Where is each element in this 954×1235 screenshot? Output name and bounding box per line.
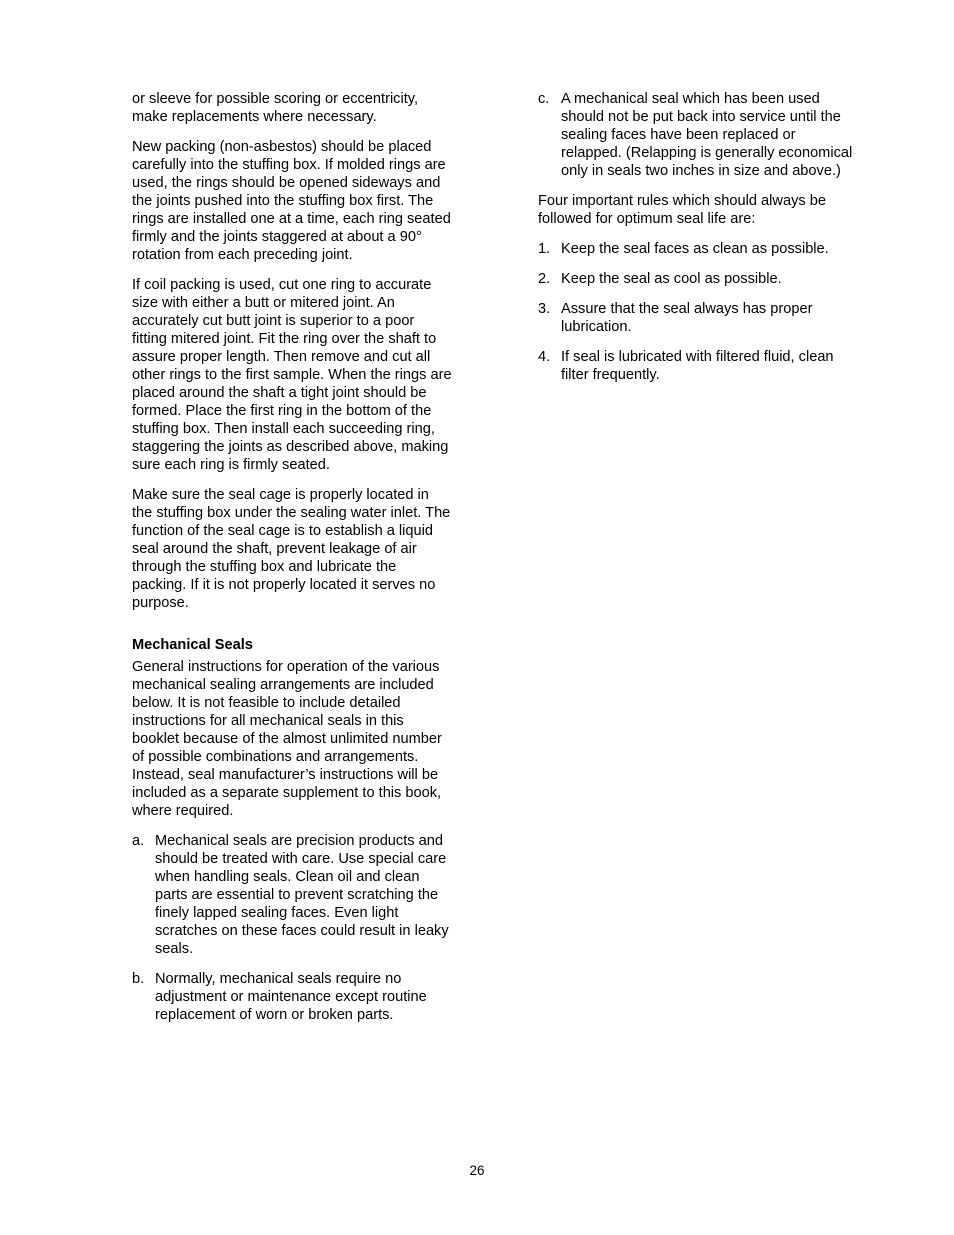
rule-text: If seal is lubricated with filtered fluid, clean filter frequently. [561, 349, 834, 383]
rule-item [538, 240, 858, 258]
list-item-text: Normally, mechanical seals require no adjustment or maintenance except routine replacement of worn or broken parts. [155, 971, 427, 1023]
list-item [538, 90, 858, 180]
list-marker: c. [538, 91, 550, 107]
packing-inspection-paragraph: or sleeve for possible scoring or eccentricity, make replacements where necessary. [132, 91, 419, 125]
seal-cage-paragraph: Make sure the seal cage is properly located in the stuffing box under the sealing water inlet. The function of the seal cage is to establish a liquid seal around the shaft, prevent leakage of air through the stuffing box and lubricate the packing. If it is not properly located it serves no purpose. [132, 487, 451, 611]
rule-text: Assure that the seal always has proper lubrication. [561, 301, 813, 335]
rule-text: Keep the seal as cool as possible. [561, 271, 782, 287]
list-item-text: Mechanical seals are precision products and should be treated with care. Use special care when handling seals. Clean oil and clean parts are essential to prevent scratching the finely lapped sealing faces. Even light scratches on these faces could result in leaky seals. [155, 833, 449, 957]
right-column [538, 90, 858, 396]
list-marker: a. [132, 833, 145, 849]
mechanical-seals-list-continued [538, 90, 858, 180]
left-column [132, 90, 452, 1036]
rule-number: 3. [538, 301, 551, 317]
rule-number: 4. [538, 349, 551, 365]
new-packing-paragraph: New packing (non-asbestos) should be placed carefully into the stuffing box. If molded rings are used, the rings should be opened sideways and the joints pushed into the stuffing box first. The rings are installed one at a time, each ring seated firmly and the joints staggered at about a 90° rotation from each preceding joint. [132, 139, 451, 263]
page-number: 26 [469, 1163, 485, 1178]
seal-rules-list [538, 240, 858, 384]
rule-text: Keep the seal faces as clean as possible. [561, 241, 829, 257]
rule-item [538, 300, 858, 336]
rule-item [538, 348, 858, 384]
list-item [132, 970, 452, 1024]
rule-number: 2. [538, 271, 551, 287]
mechanical-seals-heading: Mechanical Seals [132, 637, 253, 653]
list-item-text: A mechanical seal which has been used should not be put back into service until the sealing faces have been replaced or relapped. (Relapping is generally economical only in seals two inches in size and above.) [561, 91, 853, 179]
mechanical-seals-intro: General instructions for operation of the various mechanical sealing arrangements are included below. It is not feasible to include detailed instructions for all mechanical seals in this booklet because of the almost unlimited number of possible combinations and arrangements. Instead, seal manufacturer’s instructions will be included as a separate supplement to this book, where required. [132, 659, 442, 819]
rule-item [538, 270, 858, 288]
seal-rules-intro: Four important rules which should always be followed for optimum seal life are: [538, 193, 826, 227]
rule-number: 1. [538, 241, 551, 257]
mechanical-seals-list [132, 832, 452, 1024]
coil-packing-paragraph: If coil packing is used, cut one ring to accurate size with either a butt or mitered joint. An accurately cut butt joint is superior to a poor fitting mitered joint. Fit the ring over the shaft to assure proper length. Then remove and cut all other rings to the first sample. When the rings are placed around the shaft a tight joint should be formed. Place the first ring in the bottom of the stuffing box. Then install each succeeding ring, staggering the joints as described above, making sure each ring is firmly seated. [132, 277, 452, 473]
list-item [132, 832, 452, 958]
list-marker: b. [132, 971, 145, 987]
